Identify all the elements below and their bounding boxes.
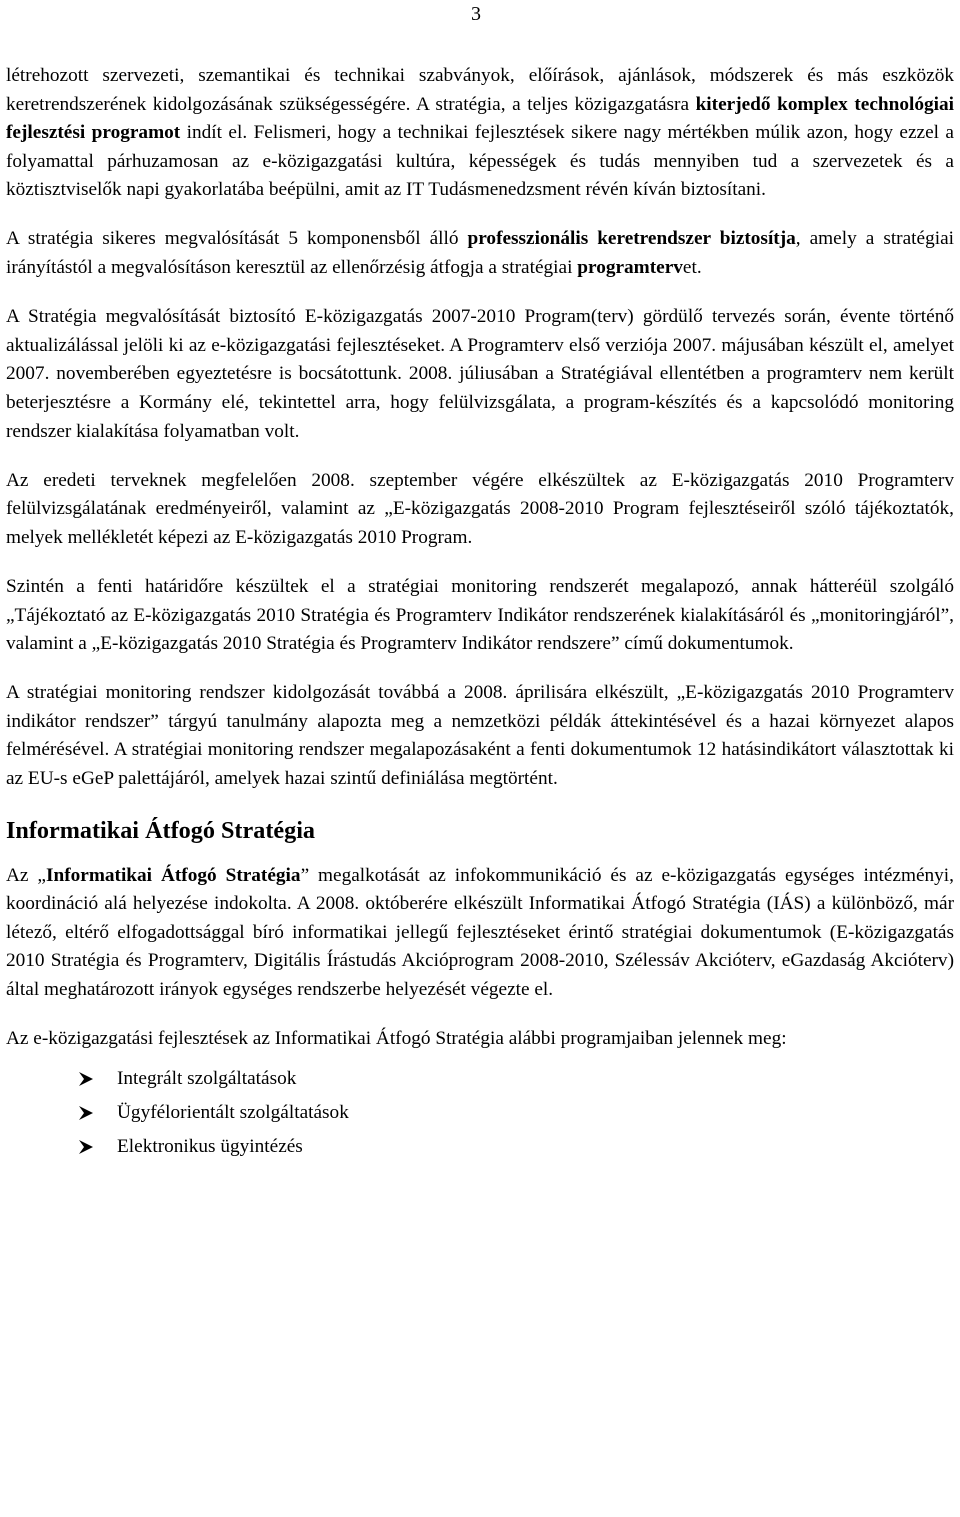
paragraph-6: A stratégiai monitoring rendszer kidolgozását továbbá a 2008. áprilisára elkészült, „E-közigazgatás 2010 Programterv indikátor rendszer” tárgyú tanulmány alapozta meg a nemzetközi példák áttekintésével és a hazai környezet alapos felmérésével. A stratégiai monitoring rendszer megalapozásaként a fenti dokumentumok 12 hatásindikátort választottak ki az EU-s eGeP palettájáról, amelyek hazai szintű definiálása megtörtént. bbox=[6, 682, 954, 789]
arrowhead-bullet-icon bbox=[78, 1071, 94, 1087]
paragraph-8: Az e-közigazgatási fejlesztések az Informatikai Átfogó Stratégia alábbi programjaiban jelennek meg: bbox=[6, 1028, 787, 1050]
arrowhead-bullet-icon bbox=[78, 1105, 94, 1121]
program-list bbox=[6, 1062, 954, 1164]
paragraph-7: Az „Informatikai Átfogó Stratégia” megalkotását az infokommunikáció és az e-közigazgatás egységes intézményi, koordináció alá helyezése indokolta. A 2008. októberére elkészült Informatikai Átfogó Stratégia (IÁS) a különböző, már létező, eltérő elfogadottsággal bíró informatikai jellegű fejlesztéseket érintő stratégiai dokumentumok (E-közigazgatás 2010 Stratégia és Programterv, Digitális Írástudás Akcióprogram 2008-2010, Szélessáv Akcióterv, eGazdaság Akcióterv) által meghatározott irányok egységes rendszerbe helyezését végezte el. bbox=[6, 864, 954, 1000]
arrowhead-bullet-icon bbox=[78, 1139, 94, 1155]
paragraph-5: Szintén a fenti határidőre készültek el a stratégiai monitoring rendszerét megalapozó, annak hátteréül szolgáló „Tájékoztató az E-közigazgatás 2010 Stratégia és Programterv Indikátor rendszerének kialakításáról és „monitoringjáról”, valamint a „E-közigazgatás 2010 Stratégia és Programterv Indikátor rendszere” című dokumentumok. bbox=[6, 575, 954, 655]
bold-phrase: programterv bbox=[577, 257, 683, 279]
list-item: Elektronikus ügyintézés bbox=[6, 1130, 954, 1164]
list-item: Ügyfélorientált szolgáltatások bbox=[6, 1096, 954, 1130]
paragraph-4: Az eredeti terveknek megfelelően 2008. szeptember végére elkészültek az E-közigazgatás 2010 Programterv felülvizsgálatának eredményeiről, valamint az „E-közigazgatás 2008-2010 Program fejlesztéseiről szóló tájékoztatók, melyek mellékletét képezi az E-közigazgatás 2010 Program. bbox=[6, 469, 954, 548]
document-body bbox=[6, 62, 954, 1164]
page-number: 3 bbox=[471, 3, 481, 25]
list-item: Integrált szolgáltatások bbox=[6, 1062, 954, 1096]
bold-phrase: Informatikai Átfogó Stratégia bbox=[45, 864, 301, 886]
bold-phrase: professzionális keretrendszer biztosítja bbox=[467, 228, 796, 250]
paragraph-2: A stratégia sikeres megvalósítását 5 komponensből álló professzionális keretrendszer biztosítja, amely a stratégiai irányítástól a megvalósításon keresztül az ellenőrzésig átfogja a stratégiai programtervet. bbox=[6, 228, 954, 279]
bold-phrase: kiterjedő komplex technológiai fejlesztési programot bbox=[6, 93, 954, 144]
paragraph-3: A Stratégia megvalósítását biztosító E-közigazgatás 2007-2010 Program(terv) gördülő tervezés során, évente történő aktualizálással jelöli ki az e-közigazgatási fejlesztéseket. A Programterv első verziója 2007. májusában készült el, amelyet 2007. novemberében egyeztetésre is bocsátottunk. 2008. júliusában a Stratégiával ellentétben a programterv nem került beterjesztésre a Kormány elé, tekintettel arra, hogy felülvizsgálata, a program-készítés és a kapcsolódó monitoring rendszer kialakítása folyamatban volt. bbox=[6, 306, 954, 442]
section-heading: Informatikai Átfogó Stratégia bbox=[6, 816, 316, 844]
paragraph-1: létrehozott szervezeti, szemantikai és technikai szabványok, előírások, ajánlások, módszerek és más eszközök keretrendszerének kidolgozásának szükségességére. A stratégia, a teljes közigazgatásra kiterjedő komplex technológiai fejlesztési programot indít el. Felismeri, hogy a technikai fejlesztések sikere nagy mértékben múlik azon, hogy ezzel a folyamattal párhuzamosan az e-közigazgatási kultúra, képességek és tudás mennyiben tud a szervezetek és a köztisztviselők napi gyakorlatába beépülni, amit az IT Tudásmenedzsment révén kíván biztosítani. bbox=[6, 65, 954, 201]
